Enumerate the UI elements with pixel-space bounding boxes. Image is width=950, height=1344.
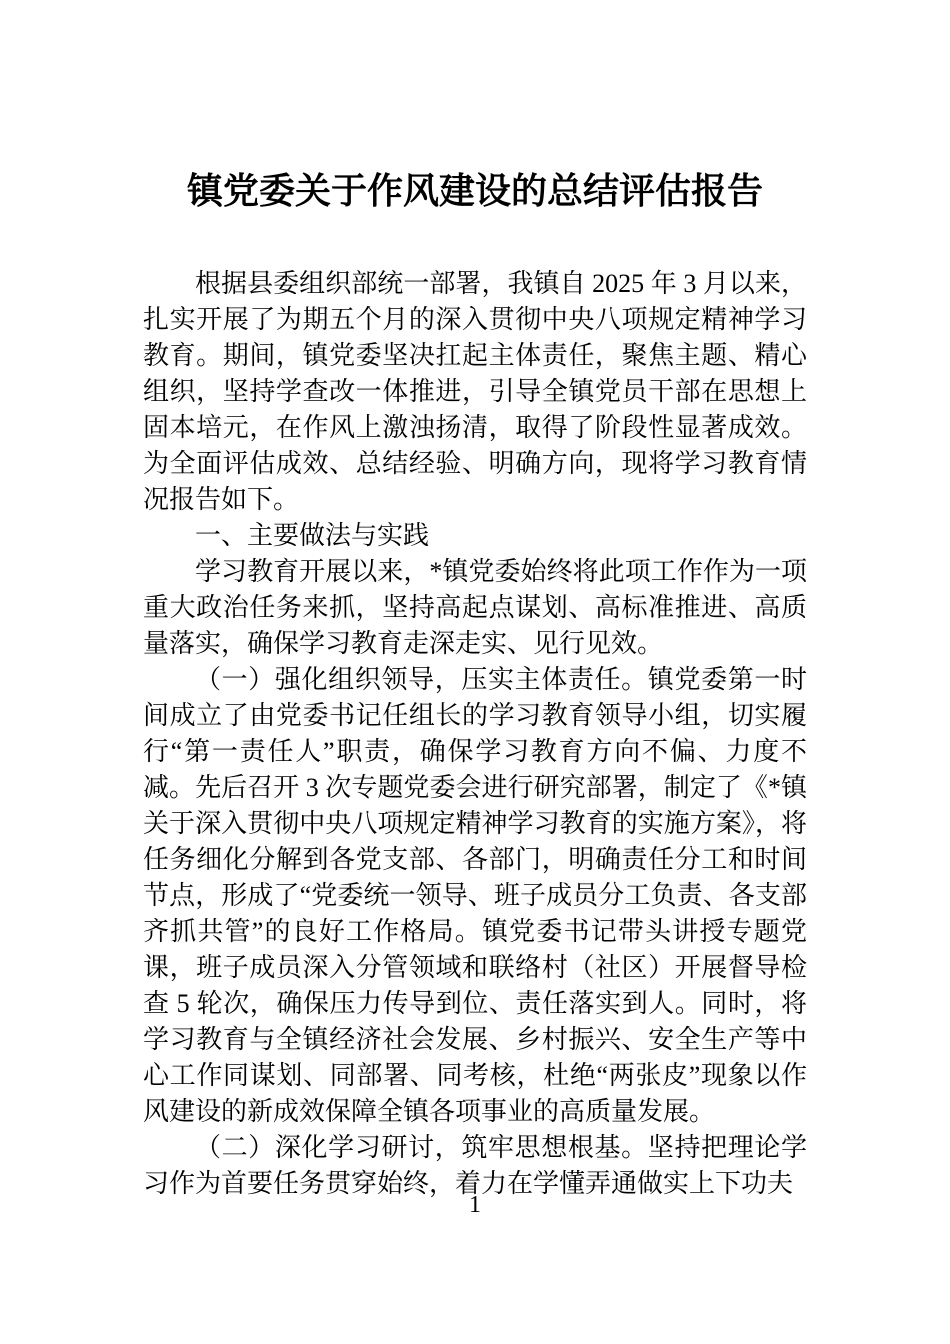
- document-title: 镇党委关于作风建设的总结评估报告: [186, 171, 763, 211]
- page-content: [143, 0, 807, 1202]
- paragraph-overview: 学习教育开展以来，*镇党委始终将此项工作作为一项重大政治任务来抓，坚持高起点谋划、高标准推进、高质量落实，确保学习教育走深走实、见行见效。: [143, 557, 807, 658]
- paragraph-subsection-1: （一）强化组织领导，压实主体责任。镇党委第一时间成立了由党委书记任组长的学习教育领导小组，切实履行“第一责任人”职责，确保学习教育方向不偏、力度不减。先后召开 3 次专题党委会进行研究部署，制定了《*镇关于深入贯彻中央八项规定精神学习教育的实施方案》，将任务细化分解到各党支部、各部门，明确责任分工和时间节点，形成了“党委统一领导、班子成员分工负责、各支部齐抓共管”的良好工作格局。镇党委书记带头讲授专题党课，班子成员深入分管领域和联络村（社区）开展督导检查 5 轮次，确保压力传导到位、责任落实到人。同时，将学习教育与全镇经济社会发展、乡村振兴、安全生产等中心工作同谋划、同部署、同考核，杜绝“两张皮”现象以作风建设的新成效保障全镇各项事业的高质量发展。: [143, 665, 807, 1126]
- page-number: 1: [469, 1192, 481, 1218]
- paragraph-intro: 根据县委组织部统一部署，我镇自 2025 年 3 月以来，扎实开展了为期五个月的深入贯彻中央八项规定精神学习教育。期间，镇党委坚决扛起主体责任，聚焦主题、精心组织，坚持学查改一体推进，引导全镇党员干部在思想上固本培元，在作风上激浊扬清，取得了阶段性显著成效。为全面评估成效、总结经验、明确方向，现将学习教育情况报告如下。: [143, 269, 807, 514]
- section-heading-1: 一、主要做法与实践: [195, 521, 430, 550]
- paragraph-subsection-2: （二）深化学习研讨，筑牢思想根基。坚持把理论学习作为首要任务贯穿始终，着力在学懂弄通做实上下功夫: [143, 1133, 807, 1198]
